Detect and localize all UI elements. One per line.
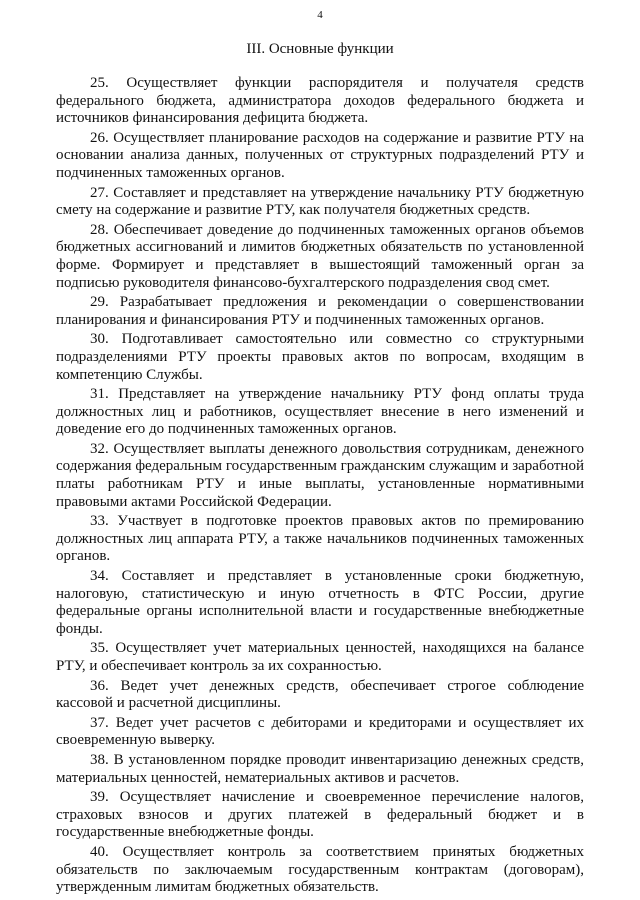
paragraph-item	[56, 513, 584, 566]
paragraph-item	[56, 678, 584, 713]
paragraph-item	[56, 331, 584, 384]
paragraph-item	[56, 752, 584, 787]
paragraph-item	[56, 75, 584, 128]
paragraph-text: Участвует в подготовке проектов правовых актов по премированию должностных лиц аппарата РТУ, а также начальников подчиненных таможенных органов.	[56, 513, 585, 565]
paragraph-number: 35.	[90, 640, 109, 657]
paragraph-item	[56, 789, 584, 842]
paragraph-item	[56, 844, 584, 897]
paragraph-item	[56, 441, 584, 511]
paragraph-text: Осуществляет планирование расходов на содержание и развитие РТУ на основании анализа данных, полученных от структурных подразделений РТУ и подчиненных таможенных органов.	[56, 129, 585, 181]
paragraph-text: Обеспечивает доведение до подчиненных таможенных органов объемов бюджетных ассигнований и лимитов бюджетных обязательств по установленной форме. Формирует и представляет в вышестоящий таможенный орган за подписью руководителя финансово-бухгалтерского подразделения свод смет.	[56, 221, 584, 291]
paragraph-number: 38.	[90, 751, 109, 768]
paragraph-number: 28.	[90, 221, 109, 238]
paragraph-item	[56, 640, 584, 675]
paragraph-number: 29.	[90, 294, 109, 311]
paragraph-number: 26.	[90, 129, 109, 146]
paragraph-number: 37.	[90, 714, 109, 731]
paragraph-text: Осуществляет контроль за соответствием принятых бюджетных обязательств по заключаемым государственным контрактам (договорам), утвержденным лимитам бюджетных обязательств.	[56, 843, 584, 896]
section-title: III. Основные функции	[246, 41, 394, 57]
paragraph-item	[56, 568, 584, 638]
paragraph-text: Представляет на утверждение начальнику РТУ фонд оплаты труда должностных лиц и работников, осуществляет внесение в него изменений и доведение его до подчиненных таможенных органов.	[56, 386, 584, 438]
paragraph-text: Осуществляет функции распорядителя и получателя средств федерального бюджета, администратора доходов федерального бюджета и источников финансирования дефицита бюджета.	[56, 75, 585, 127]
paragraph-number: 36.	[90, 677, 109, 694]
paragraph-text: Составляет и представляет на утверждение начальнику РТУ бюджетную смету на содержание и развитие РТУ, как получателя бюджетных средств.	[56, 184, 585, 219]
paragraph-number: 25.	[90, 75, 109, 91]
paragraph-number: 31.	[90, 386, 109, 403]
paragraph-number: 33.	[90, 513, 109, 530]
paragraph-text: Составляет и представляет в установленные сроки бюджетную, налоговую, статистическую и иную отчетность в ФТС России, другие федеральные органы исполнительной власти и государственные внебюджетные фонды.	[56, 568, 584, 637]
paragraph-number: 27.	[90, 184, 109, 201]
paragraph-number: 40.	[90, 843, 109, 860]
paragraph-number: 34.	[90, 568, 109, 585]
paragraph-number: 39.	[90, 789, 109, 806]
paragraph-item	[56, 130, 584, 183]
paragraph-text: Ведет учет расчетов с дебиторами и кредиторами и осуществляет их своевременную выверку.	[56, 714, 585, 749]
document-body	[56, 75, 584, 899]
paragraph-number: 30.	[90, 331, 109, 348]
page-number: 4	[317, 9, 323, 21]
paragraph-item	[56, 715, 584, 750]
paragraph-text: Осуществляет выплаты денежного довольствия сотрудникам, денежного содержания федеральным государственным гражданским служащим и заработной платы работникам РТУ и иные выплаты, установленные нормативными правовыми актами Российской Федерации.	[56, 440, 585, 510]
paragraph-text: В установленном порядке проводит инвентаризацию денежных средств, материальных ценностей, нематериальных активов и расчетов.	[56, 751, 584, 786]
paragraph-text: Осуществляет учет материальных ценностей, находящихся на балансе РТУ, и обеспечивает контроль за их сохранностью.	[56, 640, 584, 674]
paragraph-item	[56, 222, 584, 292]
paragraph-item	[56, 294, 584, 329]
paragraph-item	[56, 185, 584, 220]
paragraph-text: Осуществляет начисление и своевременное перечисление налогов, страховых взносов и других платежей в федеральный бюджет и в государственные внебюджетные фонды.	[56, 789, 585, 841]
paragraph-number: 32.	[90, 440, 109, 457]
paragraph-text: Ведет учет денежных средств, обеспечивает строгое соблюдение кассовой и расчетной дисциплины.	[56, 677, 584, 712]
paragraph-text: Подготавливает самостоятельно или совместно со структурными подразделениями РТУ проекты правовых актов по вопросам, входящим в компетенцию Службы.	[56, 331, 585, 383]
paragraph-item	[56, 386, 584, 439]
paragraph-text: Разрабатывает предложения и рекомендации о совершенствовании планирования и финансирования РТУ и подчиненных таможенных органов.	[56, 294, 585, 328]
